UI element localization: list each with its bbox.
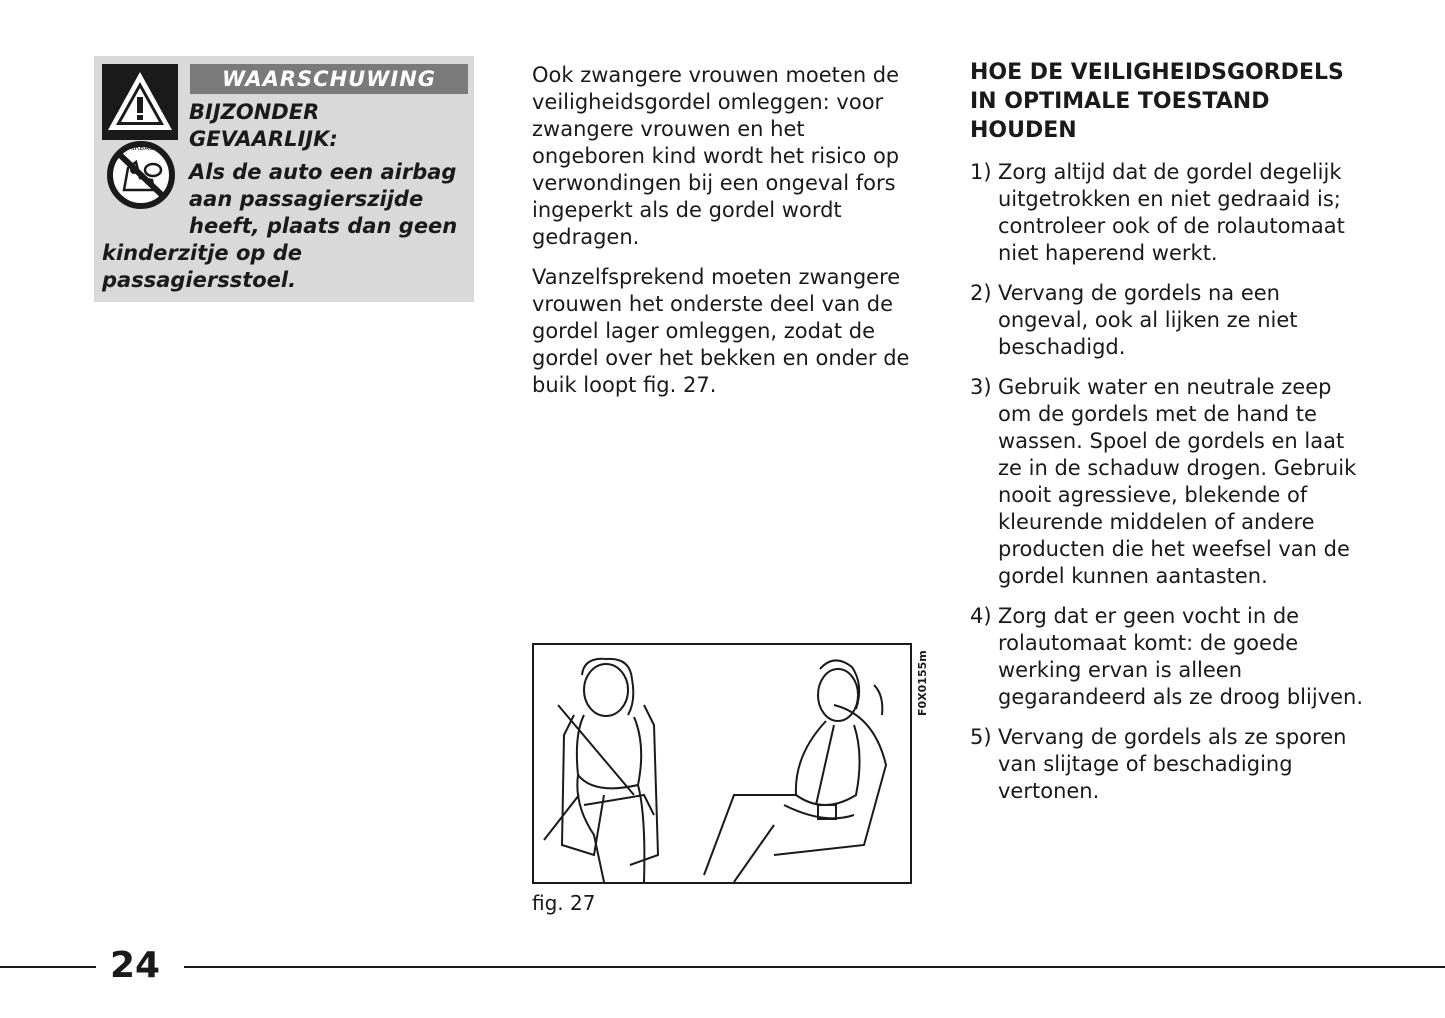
list-item-text: Zorg altijd dat de gordel degelijk uitgetrokken en niet gedraaid is; controleer ook of de rolautomaat niet haperend werkt. bbox=[998, 160, 1345, 265]
list-item bbox=[970, 374, 1370, 590]
warning-body: Als de auto een airbag aan passagierszijde heeft, plaats dan geen bbox=[189, 160, 458, 238]
list-item bbox=[970, 159, 1370, 267]
airbag-label: AIRBAG bbox=[127, 144, 155, 152]
footer-rule-right bbox=[184, 966, 1445, 968]
figure-code-text: F0X0155m bbox=[916, 650, 929, 716]
figure-code bbox=[908, 640, 932, 720]
warning-box bbox=[94, 56, 474, 302]
warning-title: BIJZONDER GEVAARLIJK: bbox=[189, 100, 338, 151]
paragraph-1: Ook zwangere vrouwen moeten de veiligheidsgordel omleggen: voor zwangere vrouwen en het ongeboren kind wordt het risico op verwondingen bij een ongeval fors ingeperkt als de gordel wordt gedragen. bbox=[532, 63, 900, 249]
list-item-number: 4) bbox=[970, 604, 992, 628]
page-number: 24 bbox=[110, 945, 161, 986]
warning-header: WAARSCHUWING bbox=[190, 64, 468, 94]
maintenance-section bbox=[970, 58, 1370, 818]
list-item-text: Vervang de gordels na een ongeval, ook al lijken ze niet beschadigd. bbox=[998, 281, 1298, 359]
list-item-number: 2) bbox=[970, 281, 992, 305]
paragraph-belt-position bbox=[532, 264, 912, 399]
list-item-number: 3) bbox=[970, 375, 992, 399]
paragraph-pregnant-women bbox=[532, 62, 912, 251]
list-item-number: 1) bbox=[970, 160, 992, 184]
list-item-number: 5) bbox=[970, 725, 992, 749]
list-item bbox=[970, 280, 1370, 361]
no-child-seat-airbag-icon bbox=[106, 138, 176, 210]
list-item-text: Zorg dat er geen vocht in de rolautomaat komt: de goede werking ervan is alleen gegarandeerd als ze droog blijven. bbox=[998, 604, 1364, 709]
maintenance-list bbox=[970, 159, 1370, 805]
list-item bbox=[970, 724, 1370, 805]
warning-triangle-icon bbox=[102, 64, 178, 140]
list-item-text: Gebruik water en neutrale zeep om de gordels met de hand te wassen. Spoel de gordels en laat ze in de schaduw drogen. Gebruik nooit agressieve, blekende of kleurende middelen of andere producten die het weefsel van de gordel kunnen aantasten. bbox=[998, 375, 1357, 588]
footer-rule-left bbox=[0, 966, 96, 968]
section-heading: HOE DE VEILIGHEIDSGORDELS IN OPTIMALE TOESTAND HOUDEN bbox=[970, 60, 1344, 143]
paragraph-2: Vanzelfsprekend moeten zwangere vrouwen het onderste deel van de gordel lager omleggen, zodat de gordel over het bekken en onder de buik loopt fig. 27. bbox=[532, 265, 910, 397]
figure-27-illustration bbox=[532, 643, 912, 884]
figure-caption: fig. 27 bbox=[532, 891, 596, 915]
list-item bbox=[970, 603, 1370, 711]
list-item-text: Vervang de gordels als ze sporen van slijtage of beschadiging vertonen. bbox=[998, 725, 1347, 803]
warning-body-continued: kinderzitje op de passagiersstoel. bbox=[102, 241, 303, 292]
